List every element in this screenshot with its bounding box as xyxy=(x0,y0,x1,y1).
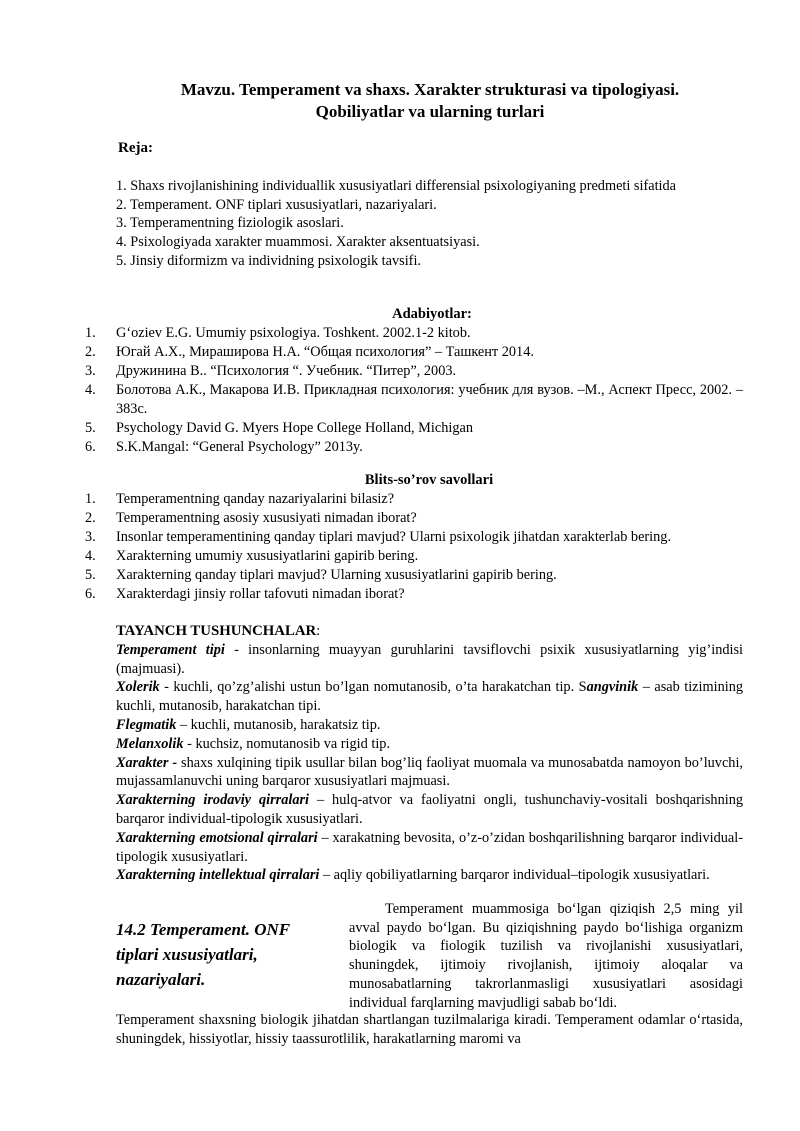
key-terms-section xyxy=(116,622,743,885)
term-flegmatik xyxy=(116,716,743,735)
references-heading: Adabiyotlar: xyxy=(392,306,472,322)
key-terms-heading: TAYANCH TUSHUNCHALAR xyxy=(116,623,317,639)
term-label: angvinik xyxy=(586,679,639,696)
quiz-text: Xarakterdagi jinsiy rollar tafovuti nimadan iborat? xyxy=(116,586,405,602)
section-heading: 14.2 Temperament. ONF tiplari xususiyatlari, nazariyalari. xyxy=(116,920,290,989)
plan-label: Reja: xyxy=(118,140,153,156)
plan-item: 1. Shaxs rivojlanishining individuallik xususiyatlari differensial psixologiyaning predmeti sifatida xyxy=(116,178,677,194)
quiz-item xyxy=(85,547,743,566)
title-line-2: Qobiliyatlar va ularning turlari xyxy=(315,102,545,121)
term-label: Flegmatik xyxy=(116,716,177,733)
term-irodaviy xyxy=(116,791,743,829)
title-line-1: Mavzu. Temperament va shaxs. Xarakter strukturasi va tipologiyasi. xyxy=(180,80,680,99)
term-definition: - insonlarning muayyan guruhlarini tavsiflovchi psixik xususiyatlarning yig’indisi (majmuasi). xyxy=(116,641,743,677)
reference-number: 5. xyxy=(85,420,96,436)
quiz-number: 5. xyxy=(85,567,96,583)
side-paragraph: Temperament muammosiga bo‘lgan qiziqish 2,5 ming yil avval paydo bo‘lgan. Bu qiziqishning paydo bo‘lishiga organizm biologik va fiologik tuzilish va rivojlanishi xususiyatlari, shuningdek, ijtimoiy rivojlanish, ijtimoiy aloqalar va munosabatlarning takrorlanmasligi xususiyatlari asosidagi individual farqlarning mavjudligi sabab bo‘ldi. xyxy=(349,901,743,1011)
references-list xyxy=(85,324,743,457)
quiz-item xyxy=(85,509,743,528)
term-definition: – kuchli, mutanosib, harakatsiz tip. xyxy=(176,716,381,733)
reference-text: Дружинина В.. “Психология “. Учебник. “Питер”, 2003. xyxy=(116,363,457,379)
term-xarakter xyxy=(116,754,743,792)
quiz-list xyxy=(85,490,743,604)
plan-item: 2. Temperament. ONF tiplari xususiyatlari, nazariyalari. xyxy=(116,196,437,213)
term-xolerik xyxy=(116,678,743,716)
reference-item xyxy=(85,343,743,362)
plan-list xyxy=(116,177,726,271)
plan-item: 5. Jinsiy diformizm va individning psixologik tavsifi. xyxy=(116,252,421,269)
term-melanxolik xyxy=(116,735,743,754)
quiz-heading: Blits-so’rov savollari xyxy=(364,472,494,488)
term-definition: - kuchsiz, nomutanosib va rigid tip. xyxy=(183,735,391,752)
plan-item: 4. Psixologiyada xarakter muammosi. Xarakter aksentuatsiyasi. xyxy=(116,234,480,251)
term-definition: - kuchli, qo’zg’alishi ustun bo’lgan nomutanosib, o’ta harakatchan tip. S xyxy=(159,679,587,696)
page-title xyxy=(100,79,760,123)
reference-number: 1. xyxy=(85,325,96,341)
quiz-item xyxy=(85,566,743,585)
reference-item xyxy=(85,438,743,457)
reference-text: S.K.Mangal: “General Psychology” 2013y. xyxy=(116,439,363,455)
body-paragraph: Temperament shaxsning biologik jihatdan shartlangan tuzilmalariga kiradi. Temperament odamlar o‘rtasida, shuningdek, hissiyotlar, hissiy taassurotlilik, harakatlarning maromi va xyxy=(116,1012,743,1047)
reference-text: Psychology David G. Myers Hope College Holland, Michigan xyxy=(116,420,473,436)
quiz-number: 2. xyxy=(85,510,96,526)
key-terms-colon: : xyxy=(316,623,321,639)
term-label: Temperament tipi xyxy=(116,641,225,658)
reference-item xyxy=(85,381,743,419)
reference-item xyxy=(85,324,743,343)
term-temperament xyxy=(116,641,743,679)
term-definition: – xarakatning bevosita, o’z-o’zidan boshqarilishning barqaror individual-tipologik xususiyatlari. xyxy=(116,829,743,865)
reference-number: 6. xyxy=(85,439,96,455)
term-label: Melanxolik xyxy=(116,735,184,752)
quiz-number: 4. xyxy=(85,548,96,564)
quiz-number: 1. xyxy=(85,491,96,507)
term-definition: – hulq-atvor va faoliyatni ongli, tushunchaviy-vositali boshqarishning barqaror individual-tipologik xususiyatlari. xyxy=(116,792,743,827)
reference-number: 4. xyxy=(85,382,96,398)
reference-text: Югай А.Х., Мирашировa Н.А. “Общая психология” – Ташкент 2014. xyxy=(116,344,534,360)
quiz-item xyxy=(85,528,743,547)
term-label: Xarakterning irodaviy qirralari xyxy=(116,792,310,809)
term-definition: – asab tizimining kuchli, mutanosib, harakatchan tipi. xyxy=(116,679,743,715)
term-intellektual xyxy=(116,866,743,885)
quiz-text: Xarakterning umumiy xususiyatlarini gapirib bering. xyxy=(116,548,419,564)
quiz-text: Temperamentning qanday nazariyalarini bilasiz? xyxy=(116,491,395,507)
reference-text: G‘oziev E.G. Umumiy psixologiya. Toshkent. 2002.1-2 kitob. xyxy=(116,325,471,341)
reference-text: Болотова А.К., Макарова И.В. Прикладная психология: учебник для вузов. –М., Аспект Пресс, 2002. – 383с. xyxy=(116,382,743,417)
term-definition: shaxs xulqining tipik usullar bilan bog’liq faoliyat muomala va munosabatda namoyon bo’luvchi, mujassamlanuvchi uning barqaror xususiyatlari majmuasi. xyxy=(116,754,743,790)
term-label: Xarakterning intellektual qirralari xyxy=(116,867,320,884)
quiz-item xyxy=(85,490,743,509)
quiz-number: 3. xyxy=(85,529,96,545)
reference-number: 2. xyxy=(85,344,96,360)
quiz-text: Xarakterning qanday tiplari mavjud? Ularning xususiyatlarini gapirib bering. xyxy=(116,567,557,583)
quiz-item xyxy=(85,585,743,604)
reference-number: 3. xyxy=(85,363,96,379)
reference-item xyxy=(85,419,743,438)
term-label: Xolerik xyxy=(116,679,160,696)
plan-item: 3. Temperamentning fiziologik asoslari. xyxy=(116,215,344,232)
quiz-number: 6. xyxy=(85,586,96,602)
reference-item xyxy=(85,362,743,381)
term-label: Xarakter - xyxy=(116,754,178,771)
quiz-text: Temperamentning asosiy xususiyati nimadan iborat? xyxy=(116,510,417,526)
term-label: Xarakterning emotsional qirralari xyxy=(116,829,318,846)
term-definition: – aqliy qobiliyatlarning barqaror individual–tipologik xususiyatlari. xyxy=(319,867,710,884)
quiz-text: Insonlar temperamentining qanday tiplari mavjud? Ularni psixologik jihatdan xarakterlab bering. xyxy=(116,529,672,545)
term-emotsional xyxy=(116,829,743,867)
